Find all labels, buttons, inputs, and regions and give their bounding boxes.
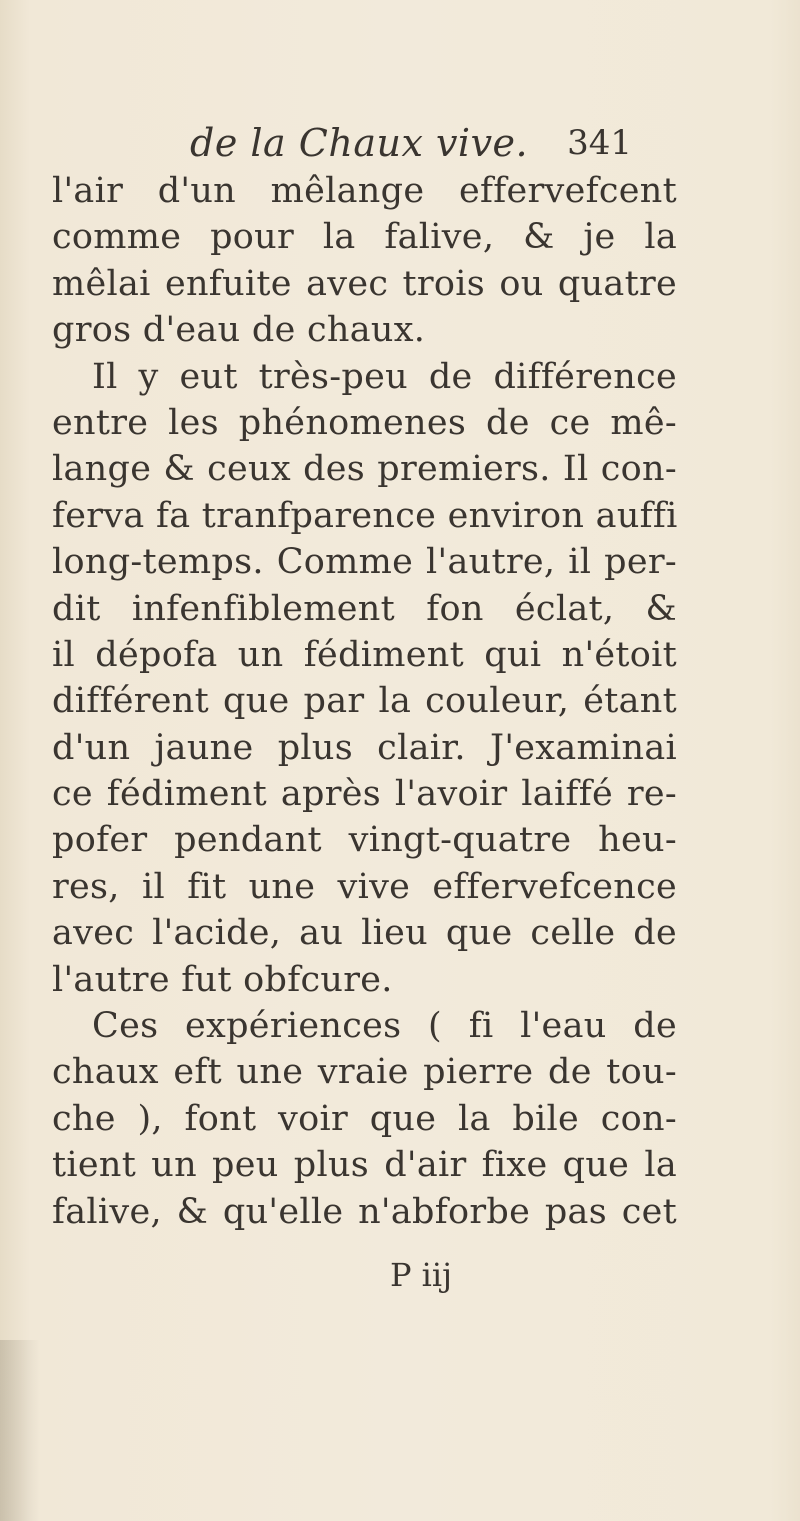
page-edge-shadow bbox=[0, 1340, 40, 1521]
text-line: l'air d'un mêlange effervefcent bbox=[52, 171, 677, 211]
text-line: l'autre fut obfcure. bbox=[52, 959, 393, 1000]
text-line: avec l'acide, au lieu que celle de bbox=[52, 913, 677, 954]
text-line: falive, & qu'elle n'abforbe pas cet bbox=[52, 1191, 677, 1232]
page-number: 341 bbox=[567, 123, 632, 163]
text-line: différent que par la couleur, étant bbox=[52, 681, 677, 722]
signature-mark: P iij bbox=[389, 1256, 453, 1294]
text-line: comme pour la falive, & je la bbox=[52, 217, 677, 258]
text-line: gros d'eau de chaux. bbox=[52, 310, 426, 351]
text-line: il dépofa un fédiment qui n'étoit bbox=[52, 634, 677, 675]
paragraph-start-line: Il y eut très-peu de différence bbox=[92, 356, 677, 397]
text-line: entre les phénomenes de ce mê- bbox=[52, 402, 677, 443]
text-line: res, il fit une vive effervefcence bbox=[52, 866, 677, 907]
body-text bbox=[52, 168, 677, 1235]
paragraph-start-line: Ces expériences ( fi l'eau de bbox=[92, 1006, 677, 1047]
text-line: ferva fa tranfparence environ auffi bbox=[52, 495, 678, 536]
running-head: de la Chaux vive. bbox=[190, 121, 529, 165]
text-line: pofer pendant vingt-quatre heu- bbox=[52, 820, 677, 861]
text-line: ce fédiment après l'avoir laiffé re- bbox=[52, 774, 677, 815]
text-line: d'un jaune plus clair. J'examinai bbox=[52, 727, 677, 768]
text-line: mêlai enfuite avec trois ou quatre bbox=[52, 263, 677, 304]
text-line: lange & ceux des premiers. Il con- bbox=[52, 449, 677, 490]
text-line: dit infenfiblement fon éclat, & bbox=[52, 588, 677, 629]
text-line: long-temps. Comme l'autre, il per- bbox=[52, 542, 677, 583]
page-header bbox=[190, 118, 632, 168]
text-line: chaux eft une vraie pierre de tou- bbox=[52, 1052, 677, 1093]
text-line: tient un peu plus d'air fixe que la bbox=[52, 1145, 677, 1186]
text-line: che ), font voir que la bile con- bbox=[52, 1098, 677, 1139]
